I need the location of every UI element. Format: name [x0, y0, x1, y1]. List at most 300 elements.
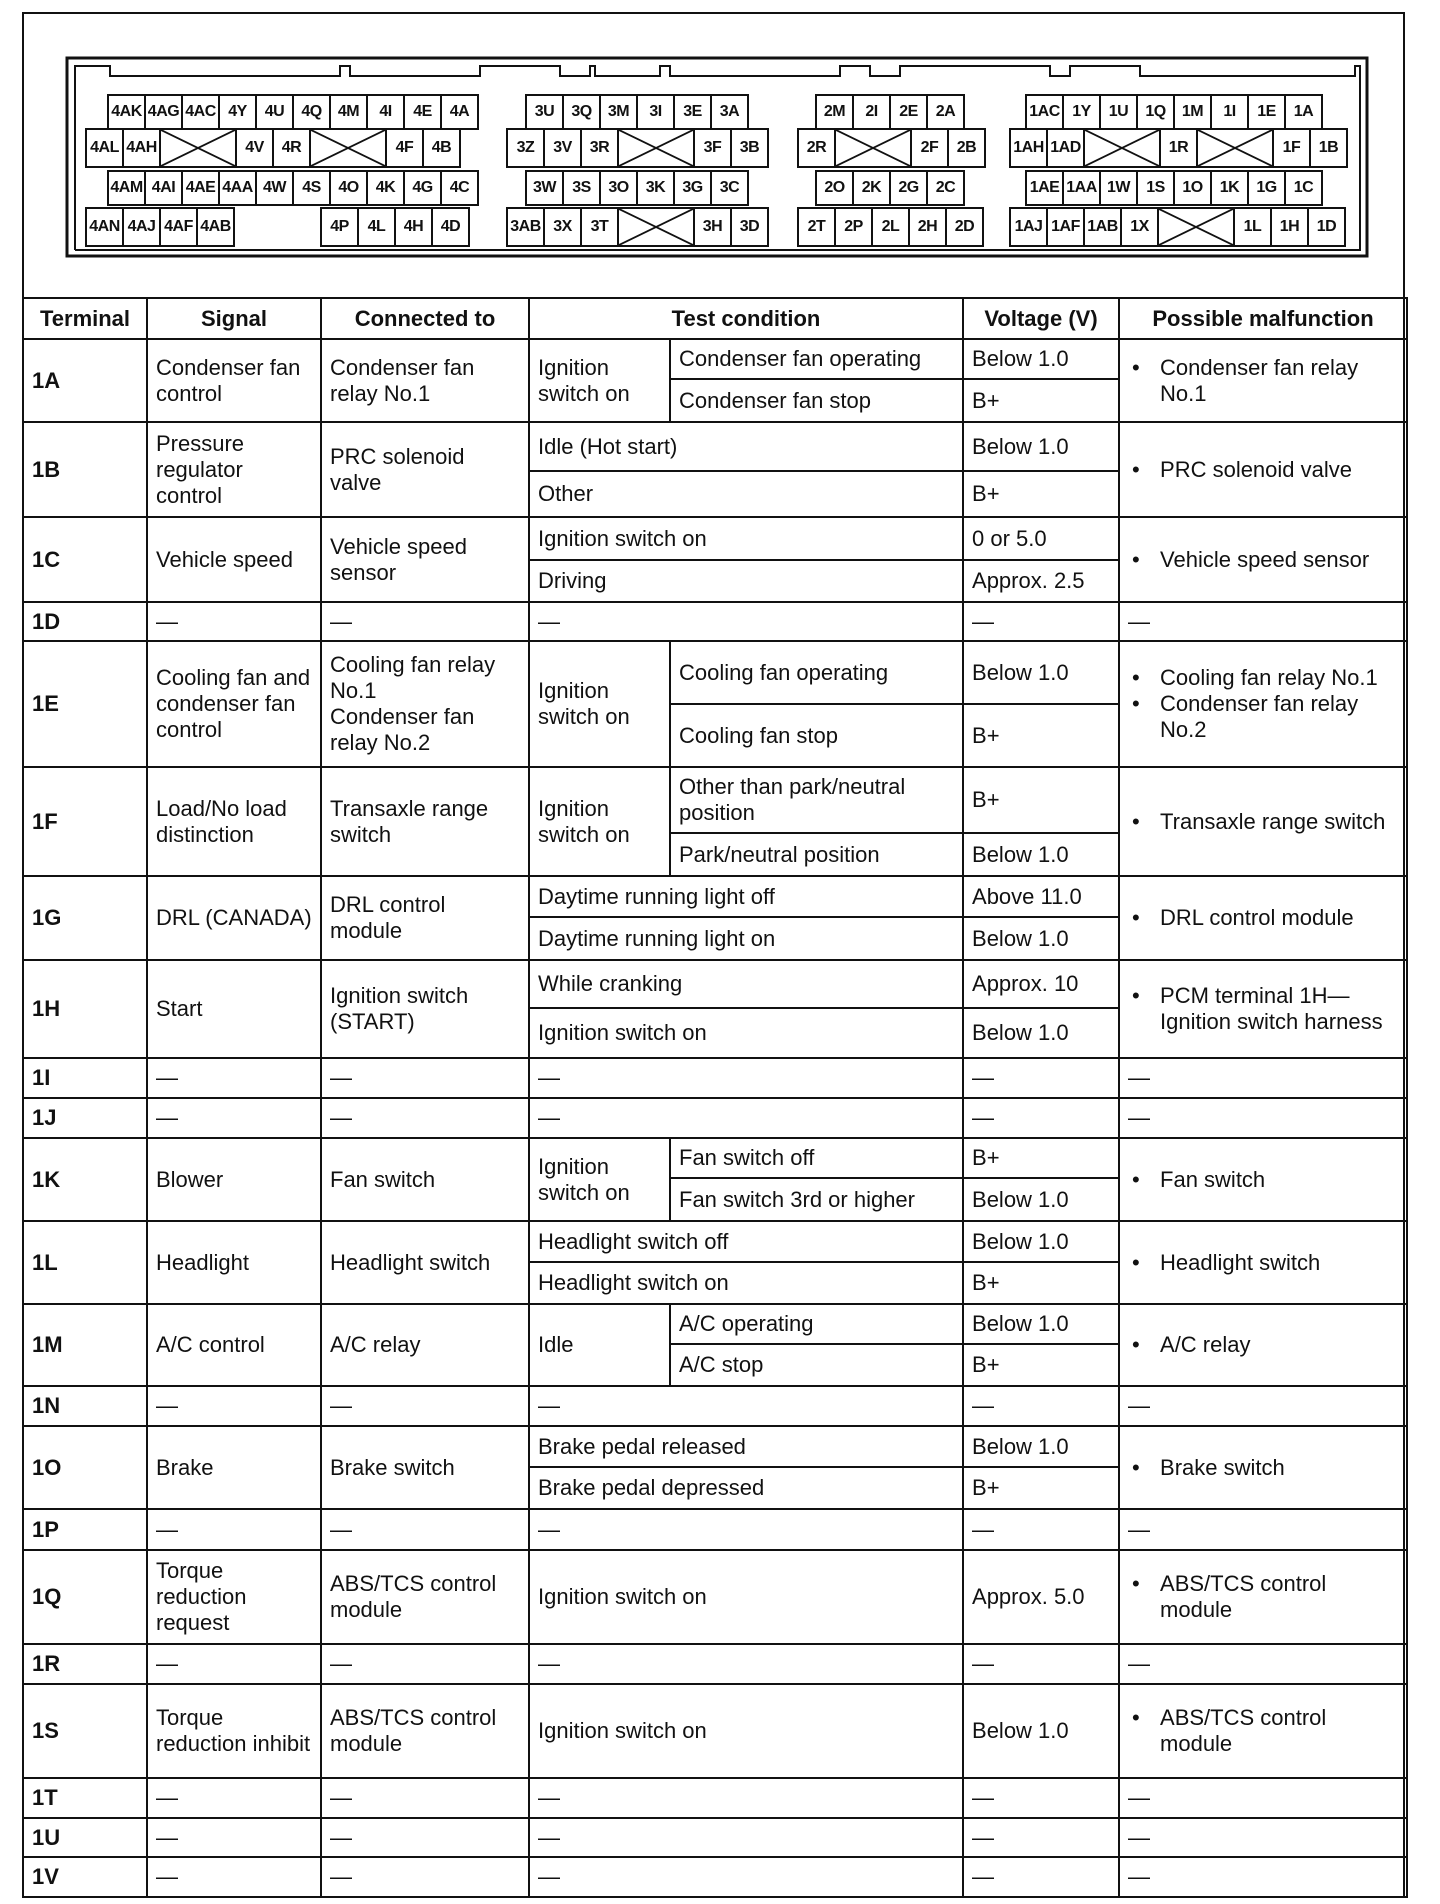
- pin-2f: 2F: [910, 128, 949, 168]
- connected-to-text: Headlight switch: [330, 1249, 491, 1275]
- signal-cell: Pressure regulator control: [147, 422, 321, 517]
- table-row-1j: [23, 1098, 1407, 1138]
- connected-to-cell: [321, 1386, 529, 1426]
- unused-pin-cross: [834, 128, 912, 168]
- pin-4ac: 4AC: [181, 94, 220, 130]
- pin-1aj: 1AJ: [1009, 207, 1048, 247]
- connector-row: [815, 94, 963, 130]
- connector-row: [1025, 170, 1321, 206]
- table-row-1t: [23, 1778, 1407, 1818]
- connected-to-text: ABS/TCS control module: [330, 1705, 497, 1756]
- signal-cell: —: [147, 1818, 321, 1857]
- terminal-cell: 1T: [23, 1778, 147, 1818]
- voltage-cell: —: [963, 1509, 1119, 1550]
- malfunction-list: [1128, 1705, 1398, 1757]
- terminal-cell: 1U: [23, 1818, 147, 1857]
- unused-pin-cross: [1157, 207, 1235, 247]
- test-condition-cell: While cranking: [529, 960, 963, 1008]
- table-row-1s: [23, 1684, 1407, 1778]
- pin-2e: 2E: [889, 94, 928, 130]
- connected-to-cell: [321, 602, 529, 641]
- possible-malfunction-cell: [1119, 1426, 1407, 1509]
- table-row-1c: [23, 517, 1407, 560]
- test-condition-cell: Park/neutral position: [670, 833, 963, 876]
- pin-1aa: 1AA: [1062, 170, 1101, 206]
- pin-1ae: 1AE: [1025, 170, 1064, 206]
- table-row-1i: [23, 1058, 1407, 1098]
- pin-4m: 4M: [329, 94, 368, 130]
- pin-4k: 4K: [366, 170, 405, 206]
- test-condition-cell: A/C stop: [670, 1344, 963, 1386]
- pin-1af: 1AF: [1046, 207, 1085, 247]
- voltage-cell: —: [963, 602, 1119, 641]
- possible-malfunction-cell: [1119, 1138, 1407, 1221]
- pin-1m: 1M: [1173, 94, 1212, 130]
- pin-2c: 2C: [926, 170, 965, 206]
- voltage-cell: Approx. 10: [963, 960, 1119, 1008]
- connected-to-cell: [321, 641, 529, 767]
- pin-3d: 3D: [730, 207, 769, 247]
- malfunction-item: • ABS/TCS control module: [1128, 1705, 1398, 1757]
- malfunction-item: • DRL control module: [1128, 905, 1398, 931]
- pin-1x: 1X: [1120, 207, 1159, 247]
- signal-cell: Vehicle speed: [147, 517, 321, 602]
- pin-4ak: 4AK: [107, 94, 146, 130]
- malfunction-item: • A/C relay: [1128, 1332, 1398, 1358]
- signal-cell: Start: [147, 960, 321, 1058]
- pin-2i: 2I: [852, 94, 891, 130]
- pin-1u: 1U: [1099, 94, 1138, 130]
- condition-group-cell: Ignition switch on: [529, 339, 670, 422]
- unused-pin-cross: [309, 128, 387, 168]
- signal-cell: Brake: [147, 1426, 321, 1509]
- terminal-cell: 1C: [23, 517, 147, 602]
- possible-malfunction-cell: [1119, 641, 1407, 767]
- connected-to-text: —: [330, 1516, 352, 1542]
- table-row-1m: [23, 1304, 1407, 1344]
- connected-to-text: —: [330, 1651, 352, 1676]
- voltage-cell: B+: [963, 1262, 1119, 1304]
- voltage-cell: Approx. 2.5: [963, 560, 1119, 602]
- pin-4ai: 4AI: [144, 170, 183, 206]
- connected-to-text: —: [330, 608, 352, 634]
- malfunction-list: [1128, 905, 1398, 931]
- connector-row: [506, 128, 767, 168]
- malfunction-item: • Transaxle range switch: [1128, 809, 1398, 835]
- pin-1ab: 1AB: [1083, 207, 1122, 247]
- pin-2d: 2D: [945, 207, 984, 247]
- pin-3b: 3B: [730, 128, 769, 168]
- pin-1e: 1E: [1247, 94, 1286, 130]
- connector-row: [815, 170, 963, 206]
- pin-4a: 4A: [440, 94, 479, 130]
- pin-4u: 4U: [255, 94, 294, 130]
- pin-4d: 4D: [431, 207, 470, 247]
- connected-to-text: —: [330, 1864, 352, 1889]
- pin-4af: 4AF: [159, 207, 198, 247]
- connected-to-text: Condenser fan relay No.1: [330, 354, 475, 406]
- voltage-cell: B+: [963, 1138, 1119, 1178]
- table-row-1g: [23, 876, 1407, 917]
- connected-to-cell: [321, 1857, 529, 1897]
- voltage-cell: —: [963, 1857, 1119, 1897]
- terminal-cell: 1L: [23, 1221, 147, 1304]
- malfunction-list: [1128, 1571, 1398, 1623]
- signal-cell: Load/No load distinction: [147, 767, 321, 876]
- unused-pin-cross: [617, 207, 695, 247]
- header-voltage: Voltage (V): [963, 298, 1119, 339]
- voltage-cell: Below 1.0: [963, 1304, 1119, 1344]
- pin-1w: 1W: [1099, 170, 1138, 206]
- voltage-cell: B+: [963, 1467, 1119, 1509]
- test-condition-cell: —: [529, 1818, 963, 1857]
- malfunction-item: • Cooling fan relay No.1: [1128, 665, 1398, 691]
- pin-3h: 3H: [693, 207, 732, 247]
- terminal-cell: 1V: [23, 1857, 147, 1897]
- pin-4o: 4O: [329, 170, 368, 206]
- malfunction-list: [1128, 809, 1398, 835]
- signal-cell: A/C control: [147, 1304, 321, 1386]
- pin-1y: 1Y: [1062, 94, 1101, 130]
- pin-4b: 4B: [422, 128, 461, 168]
- voltage-cell: 0 or 5.0: [963, 517, 1119, 560]
- possible-malfunction-cell: —: [1119, 1386, 1407, 1426]
- test-condition-cell: —: [529, 1058, 963, 1098]
- test-condition-cell: Fan switch 3rd or higher: [670, 1178, 963, 1221]
- connected-to-text: A/C relay: [330, 1332, 421, 1357]
- unused-pin-cross: [617, 128, 695, 168]
- malfunction-list: [1128, 355, 1398, 407]
- connected-to-cell: [321, 960, 529, 1058]
- test-condition-cell: Driving: [529, 560, 963, 602]
- connected-to-cell: [321, 876, 529, 960]
- pin-4h: 4H: [394, 207, 433, 247]
- signal-cell: Torque reduction request: [147, 1550, 321, 1644]
- connected-to-text: —: [330, 1105, 352, 1130]
- test-condition-cell: —: [529, 1857, 963, 1897]
- possible-malfunction-cell: —: [1119, 1098, 1407, 1138]
- malfunction-list: [1128, 1167, 1398, 1193]
- voltage-cell: B+: [963, 1344, 1119, 1386]
- connector-row: [107, 94, 477, 130]
- voltage-cell: Below 1.0: [963, 833, 1119, 876]
- terminal-cell: 1B: [23, 422, 147, 517]
- test-condition-cell: Ignition switch on: [529, 1550, 963, 1644]
- voltage-cell: —: [963, 1818, 1119, 1857]
- table-row-1d: [23, 602, 1407, 641]
- table-row-1r: [23, 1644, 1407, 1684]
- malfunction-list: [1128, 1332, 1398, 1358]
- condition-group-cell: Ignition switch on: [529, 767, 670, 876]
- malfunction-list: [1128, 1250, 1398, 1276]
- pin-1f: 1F: [1272, 128, 1311, 168]
- test-condition-cell: Ignition switch on: [529, 1008, 963, 1058]
- pin-4aa: 4AA: [218, 170, 257, 206]
- pin-3x: 3X: [543, 207, 582, 247]
- signal-cell: —: [147, 1098, 321, 1138]
- table-header-row: [23, 298, 1407, 339]
- pin-3w: 3W: [525, 170, 564, 206]
- malfunction-item: • Vehicle speed sensor: [1128, 547, 1398, 573]
- signal-cell: Torque reduction inhibit: [147, 1684, 321, 1778]
- unused-pin-cross: [1196, 128, 1274, 168]
- header-test-condition: Test condition: [529, 298, 963, 339]
- pin-2g: 2G: [889, 170, 928, 206]
- table-row-1n: [23, 1386, 1407, 1426]
- table-row-1h: [23, 960, 1407, 1008]
- voltage-cell: —: [963, 1058, 1119, 1098]
- test-condition-cell: —: [529, 602, 963, 641]
- test-condition-cell: Cooling fan stop: [670, 704, 963, 767]
- connected-to-text: Transaxle range switch: [330, 795, 489, 847]
- pin-1s: 1S: [1136, 170, 1175, 206]
- pin-4aj: 4AJ: [122, 207, 161, 247]
- possible-malfunction-cell: —: [1119, 1778, 1407, 1818]
- possible-malfunction-cell: [1119, 1221, 1407, 1304]
- pin-4ah: 4AH: [122, 128, 161, 168]
- pin-3s: 3S: [562, 170, 601, 206]
- test-condition-cell: —: [529, 1778, 963, 1818]
- pin-3ab: 3AB: [506, 207, 545, 247]
- header-connected-to: Connected to: [321, 298, 529, 339]
- terminal-cell: 1E: [23, 641, 147, 767]
- possible-malfunction-cell: —: [1119, 1644, 1407, 1684]
- pin-4an: 4AN: [85, 207, 124, 247]
- pin-4y: 4Y: [218, 94, 257, 130]
- malfunction-item: • PCM terminal 1H—Ignition switch harness: [1128, 983, 1398, 1035]
- signal-cell: —: [147, 1058, 321, 1098]
- pin-4l: 4L: [357, 207, 396, 247]
- terminal-cell: 1N: [23, 1386, 147, 1426]
- possible-malfunction-cell: [1119, 767, 1407, 876]
- table-row-1a: [23, 339, 1407, 379]
- malfunction-list: [1128, 1455, 1398, 1481]
- pin-3t: 3T: [580, 207, 619, 247]
- connected-to-cell: [321, 517, 529, 602]
- voltage-cell: Below 1.0: [963, 1684, 1119, 1778]
- connector-row: [85, 207, 233, 247]
- test-condition-cell: Headlight switch on: [529, 1262, 963, 1304]
- pin-3e: 3E: [673, 94, 712, 130]
- connected-to-cell: [321, 1221, 529, 1304]
- voltage-cell: B+: [963, 704, 1119, 767]
- test-condition-cell: Condenser fan operating: [670, 339, 963, 379]
- signal-cell: DRL (CANADA): [147, 876, 321, 960]
- pin-2a: 2A: [926, 94, 965, 130]
- pin-3v: 3V: [543, 128, 582, 168]
- pin-4ag: 4AG: [144, 94, 183, 130]
- connected-to-cell: [321, 1426, 529, 1509]
- malfunction-item: • Condenser fan relay No.2: [1128, 691, 1398, 743]
- connected-to-cell: [321, 767, 529, 876]
- pin-1k: 1K: [1210, 170, 1249, 206]
- connected-to-text: Cooling fan relay No.1: [330, 652, 496, 703]
- unused-pin-cross: [159, 128, 237, 168]
- header-possible-malfunction: Possible malfunction: [1119, 298, 1407, 339]
- terminal-cell: 1O: [23, 1426, 147, 1509]
- table-row-1q: [23, 1550, 1407, 1644]
- possible-malfunction-cell: [1119, 1684, 1407, 1778]
- connected-to-text: Vehicle speed sensor: [330, 533, 467, 585]
- pin-4i: 4I: [366, 94, 405, 130]
- voltage-cell: Below 1.0: [963, 1008, 1119, 1058]
- voltage-cell: Below 1.0: [963, 1178, 1119, 1221]
- possible-malfunction-cell: [1119, 422, 1407, 517]
- test-condition-cell: A/C operating: [670, 1304, 963, 1344]
- signal-cell: Condenser fan control: [147, 339, 321, 422]
- terminal-cell: 1H: [23, 960, 147, 1058]
- terminal-cell: 1D: [23, 602, 147, 641]
- malfunction-item: • Headlight switch: [1128, 1250, 1398, 1276]
- test-condition-cell: —: [529, 1098, 963, 1138]
- pin-1d: 1D: [1307, 207, 1346, 247]
- connected-to-text: DRL control module: [330, 892, 446, 943]
- pin-4g: 4G: [403, 170, 442, 206]
- table-row-1e: [23, 641, 1407, 704]
- terminal-cell: 1K: [23, 1138, 147, 1221]
- connected-to-cell: [321, 1644, 529, 1684]
- possible-malfunction-cell: [1119, 339, 1407, 422]
- voltage-cell: Below 1.0: [963, 339, 1119, 379]
- condition-group-cell: Idle: [529, 1304, 670, 1386]
- possible-malfunction-cell: [1119, 517, 1407, 602]
- possible-malfunction-cell: —: [1119, 602, 1407, 641]
- connected-to-cell: [321, 1509, 529, 1550]
- pin-4al: 4AL: [85, 128, 124, 168]
- signal-cell: Blower: [147, 1138, 321, 1221]
- test-condition-cell: Cooling fan operating: [670, 641, 963, 704]
- connected-to-text: PRC solenoid valve: [330, 443, 465, 495]
- connected-to-text: —: [330, 1785, 352, 1810]
- pin-3m: 3M: [599, 94, 638, 130]
- signal-cell: Headlight: [147, 1221, 321, 1304]
- pin-4ab: 4AB: [196, 207, 235, 247]
- pin-4q: 4Q: [292, 94, 331, 130]
- voltage-cell: Below 1.0: [963, 1426, 1119, 1467]
- terminal-table: [22, 297, 1408, 1898]
- test-condition-cell: Headlight switch off: [529, 1221, 963, 1262]
- connected-to-text: ABS/TCS control module: [330, 1571, 497, 1622]
- pin-4w: 4W: [255, 170, 294, 206]
- possible-malfunction-cell: [1119, 960, 1407, 1058]
- pin-3q: 3Q: [562, 94, 601, 130]
- pin-4ae: 4AE: [181, 170, 220, 206]
- condition-group-cell: Ignition switch on: [529, 641, 670, 767]
- test-condition-cell: —: [529, 1509, 963, 1550]
- table-row-1f: [23, 767, 1407, 833]
- test-condition-cell: Other than park/neutral position: [670, 767, 963, 833]
- connected-to-cell: [321, 1778, 529, 1818]
- pin-2m: 2M: [815, 94, 854, 130]
- pin-3r: 3R: [580, 128, 619, 168]
- connector-row: [1025, 94, 1321, 130]
- pin-1r: 1R: [1159, 128, 1198, 168]
- connected-to-text: Condenser fan relay No.2: [330, 704, 475, 755]
- connected-to-text: Ignition switch (START): [330, 983, 469, 1034]
- malfunction-list: [1128, 547, 1398, 573]
- connector-row: [107, 170, 477, 206]
- pin-2b: 2B: [947, 128, 986, 168]
- signal-cell: Cooling fan and condenser fan control: [147, 641, 321, 767]
- voltage-cell: B+: [963, 471, 1119, 517]
- test-condition-cell: Brake pedal released: [529, 1426, 963, 1467]
- pin-1ac: 1AC: [1025, 94, 1064, 130]
- pin-4p: 4P: [320, 207, 359, 247]
- test-condition-cell: Condenser fan stop: [670, 379, 963, 422]
- pin-4c: 4C: [440, 170, 479, 206]
- connected-to-cell: [321, 422, 529, 517]
- pin-3u: 3U: [525, 94, 564, 130]
- pin-1q: 1Q: [1136, 94, 1175, 130]
- pin-1l: 1L: [1233, 207, 1272, 247]
- terminal-cell: 1P: [23, 1509, 147, 1550]
- pin-1c: 1C: [1284, 170, 1323, 206]
- voltage-cell: B+: [963, 379, 1119, 422]
- signal-cell: —: [147, 1644, 321, 1684]
- pin-1o: 1O: [1173, 170, 1212, 206]
- pin-2r: 2R: [797, 128, 836, 168]
- terminal-cell: 1J: [23, 1098, 147, 1138]
- pin-1ad: 1AD: [1046, 128, 1085, 168]
- pin-3k: 3K: [636, 170, 675, 206]
- malfunction-item: • Condenser fan relay No.1: [1128, 355, 1398, 407]
- signal-cell: —: [147, 1857, 321, 1897]
- connected-to-text: —: [330, 1393, 352, 1418]
- table-row-1k: [23, 1138, 1407, 1178]
- pin-1g: 1G: [1247, 170, 1286, 206]
- voltage-cell: Approx. 5.0: [963, 1550, 1119, 1644]
- connected-to-text: Brake switch: [330, 1454, 455, 1480]
- connector-row: [797, 207, 982, 247]
- pin-3o: 3O: [599, 170, 638, 206]
- pin-2p: 2P: [834, 207, 873, 247]
- pin-3g: 3G: [673, 170, 712, 206]
- possible-malfunction-cell: [1119, 1550, 1407, 1644]
- possible-malfunction-cell: [1119, 876, 1407, 960]
- malfunction-list: [1128, 665, 1398, 743]
- table-row-1v: [23, 1857, 1407, 1897]
- terminal-cell: 1S: [23, 1684, 147, 1778]
- connector-row: [506, 207, 767, 247]
- pcm-connector-diagram: [0, 0, 1440, 300]
- terminal-cell: 1R: [23, 1644, 147, 1684]
- malfunction-item: • ABS/TCS control module: [1128, 1571, 1398, 1623]
- connector-row: [85, 128, 459, 168]
- connected-to-cell: [321, 1550, 529, 1644]
- possible-malfunction-cell: —: [1119, 1818, 1407, 1857]
- pin-1b: 1B: [1309, 128, 1348, 168]
- connector-row: [525, 170, 747, 206]
- table-row-1o: [23, 1426, 1407, 1467]
- connected-to-cell: [321, 1818, 529, 1857]
- pin-4r: 4R: [272, 128, 311, 168]
- terminal-cell: 1G: [23, 876, 147, 960]
- pin-3i: 3I: [636, 94, 675, 130]
- voltage-cell: —: [963, 1386, 1119, 1426]
- test-condition-cell: —: [529, 1386, 963, 1426]
- pin-1i: 1I: [1210, 94, 1249, 130]
- signal-cell: —: [147, 1386, 321, 1426]
- header-terminal: Terminal: [23, 298, 147, 339]
- test-condition-cell: Daytime running light on: [529, 917, 963, 960]
- test-condition-cell: —: [529, 1644, 963, 1684]
- table-row-1b: [23, 422, 1407, 471]
- test-condition-cell: Other: [529, 471, 963, 517]
- malfunction-list: [1128, 983, 1398, 1035]
- pin-3z: 3Z: [506, 128, 545, 168]
- pin-3f: 3F: [693, 128, 732, 168]
- test-condition-cell: Idle (Hot start): [529, 422, 963, 471]
